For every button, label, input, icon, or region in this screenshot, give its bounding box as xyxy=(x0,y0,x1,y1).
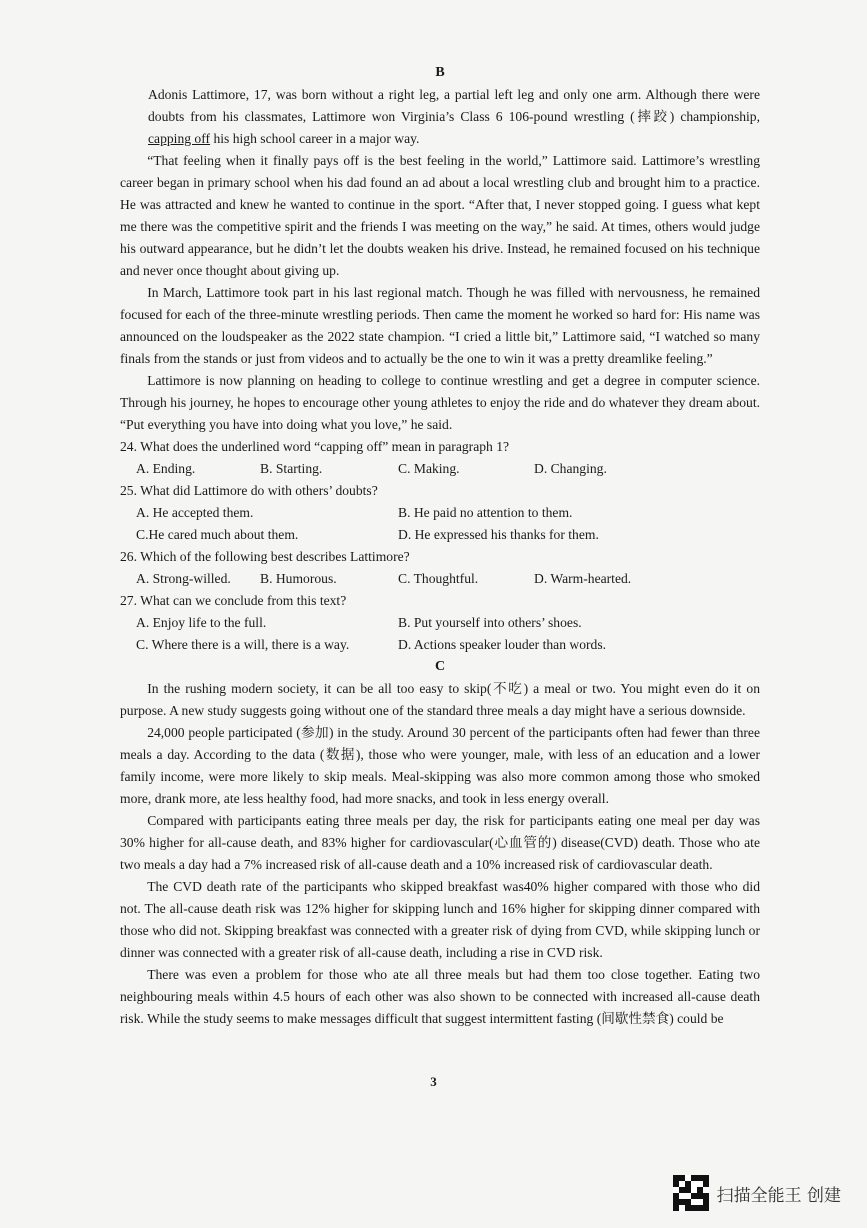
option-c: C. Making. xyxy=(398,461,460,476)
options-row-1 xyxy=(120,502,760,524)
passage-b-paragraph-2: “That feeling when it finally pays off is the best feeling in the world,” Lattimore said. Lattimore’s wrestling career began in primary school when his dad found an ad about a local wrestling club and brought him to a practice. He was attracted and knew he wanted to continue in the sport. “After that, I never stopped going. I guess what kept me there was the competitive spirit and the friends I was meeting on the way,” he said. At times, others would judge his outward appearance, but he didn’t let the doubts weaken his drive. Instead, he remained focused on his technique and never once thought about giving up. xyxy=(120,153,760,278)
option-c: C. Thoughtful. xyxy=(398,571,479,586)
passage-c-paragraph-4: The CVD death rate of the participants who skipped breakfast was40% higher compared with those who did not. The all-cause death risk was 12% higher for skipping lunch and 16% higher for skipping dinner compared with those who did not. Skipping breakfast was connected with a greater risk of dying from CVD, while skipping lunch or dinner was connected with a greater risk of all-cause death, including a rise in CVD risk. xyxy=(120,879,760,960)
passage-c-heading: C xyxy=(434,659,446,674)
question-stem: 27. What can we conclude from this text? xyxy=(120,593,347,608)
question-25 xyxy=(120,480,760,546)
option-d: D. He expressed his thanks for them. xyxy=(398,527,599,542)
passage-b-heading: B xyxy=(435,65,445,80)
passage-c-paragraph-2: 24,000 people participated (参加) in the study. Around 30 percent of the participants often had fewer than three meals a day. According to the data (数据), those who were younger, male, with less of an education and a lower family income, were more likely to skip meals. Meal-skipping was also more common among those who smoked more, drank more, ate less healthy food, had more snacks, and took in less energy overall. xyxy=(120,725,760,806)
option-c: C. Where there is a will, there is a way. xyxy=(136,637,350,652)
question-26 xyxy=(120,546,760,590)
passage-b-paragraph-1: Adonis Lattimore, 17, was born without a right leg, a partial left leg and only one arm. Although there were doubts from his classmates, Lattimore won Virginia’s Class 6 106-pound wrestling (摔跤) championship, capping off his high school career in a major way. xyxy=(148,87,760,146)
option-d: D. Changing. xyxy=(534,461,607,476)
options-row xyxy=(120,458,760,480)
page-content xyxy=(120,62,760,1030)
option-a: A. Ending. xyxy=(136,461,196,476)
option-d: D. Actions speaker louder than words. xyxy=(398,637,607,652)
option-c: C.He cared much about them. xyxy=(136,527,299,542)
options-row-2 xyxy=(120,524,760,546)
options-row xyxy=(120,568,760,590)
watermark-text: 扫描全能王 创建 xyxy=(716,1185,841,1206)
question-24 xyxy=(120,436,760,480)
underlined-phrase: capping off xyxy=(148,131,211,146)
option-b: B. He paid no attention to them. xyxy=(398,505,573,520)
page-number: 3 xyxy=(430,1074,437,1089)
question-stem: 24. What does the underlined word “capping off” mean in paragraph 1? xyxy=(120,439,510,454)
passage-c-paragraph-5: There was even a problem for those who ate all three meals but had them too close together. Eating two neighbouring meals within 4.5 hours of each other was also shown to be connected with increased all-cause death risk. While the study seems to make messages difficult that suggest intermittent fasting (间歇性禁食) could be xyxy=(120,967,760,1026)
option-b: B. Starting. xyxy=(260,461,323,476)
options-row-2 xyxy=(120,634,760,656)
option-b: B. Put yourself into others’ shoes. xyxy=(398,615,582,630)
question-stem: 26. Which of the following best describes Lattimore? xyxy=(120,549,410,564)
scanner-watermark xyxy=(673,1174,841,1212)
qr-code-icon xyxy=(673,1175,709,1211)
option-b: B. Humorous. xyxy=(260,571,337,586)
option-d: D. Warm-hearted. xyxy=(534,571,632,586)
question-stem: 25. What did Lattimore do with others’ doubts? xyxy=(120,483,378,498)
options-row-1 xyxy=(120,612,760,634)
passage-c-paragraph-3: Compared with participants eating three meals per day, the risk for participants eating one meal per day was 30% higher for all-cause death, and 83% higher for cardiovascular(心血管的) disease(CVD) death. Those who ate two meals a day had a 7% increased risk of all-cause death and a 10% increased risk of cardiovascular death. xyxy=(120,813,760,872)
passage-b-paragraph-4: Lattimore is now planning on heading to college to continue wrestling and get a degree in computer science. Through his journey, he hopes to encourage other young athletes to enjoy the ride and do whatever they dream about. “Put everything you have into doing what you love,” he said. xyxy=(120,373,760,432)
question-27 xyxy=(120,590,760,656)
passage-b-paragraph-3: In March, Lattimore took part in his last regional match. Though he was filled with nervousness, he remained focused for each of the three-minute wrestling periods. Then came the moment he worked so hard for: His name was announced on the loudspeaker as the 2022 state champion. “I cried a little bit,” Lattimore said, “I watched so many finals from the stands or just from videos and to actually be the one to win it was a pretty dreamlike feeling.” xyxy=(120,285,760,366)
passage-c-paragraph-1: In the rushing modern society, it can be all too easy to skip(不吃) a meal or two. You might even do it on purpose. A new study suggests going without one of the standard three meals a day might have a serious downside. xyxy=(120,681,760,718)
option-a: A. He accepted them. xyxy=(136,505,254,520)
option-a: A. Enjoy life to the full. xyxy=(136,615,267,630)
option-a: A. Strong-willed. xyxy=(136,571,231,586)
